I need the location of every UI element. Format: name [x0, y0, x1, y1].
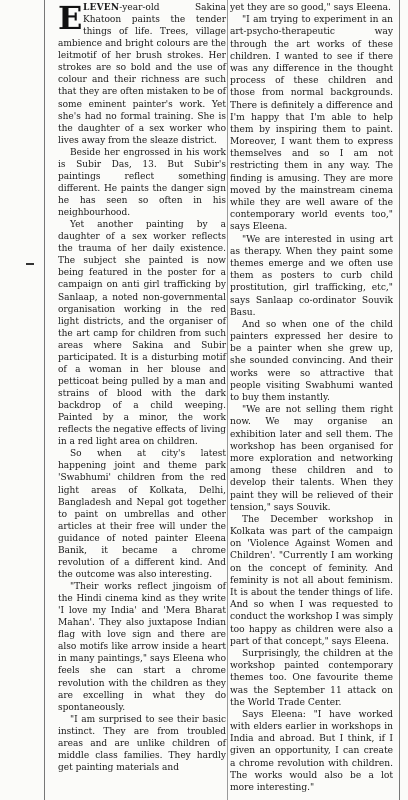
article-paragraph: And so when one of the child painters expressed her desire to be a painter when she grew up, she sounded convincing. And their works were so attractive that people visiting Swabhumi wanted to buy them instantly. [230, 319, 393, 403]
paragraph-text: -year-old Sakina Khatoon paints the tender things of life. Trees, village ambience and bright colours are the leitmotif of her brush strokes. Her strokes are so bold and the use of colour and their richness are such that they are often mistaken to be of some eminent painter's work. Yet she's had no formal training. She is the daughter of a sex worker who lives away from the sleaze district. [58, 3, 226, 146]
article-paragraph: Surprisingly, the children at the workshop painted contemporary themes too. One favourite theme was the September 11 attack on the World Trade Center. [230, 648, 393, 708]
article-paragraph: yet they are so good," says Eleena. [230, 3, 391, 13]
article-paragraph: Beside her engrossed in his work is Subir Das, 13. But Subir's paintings reflect something different. He paints the danger sign he has seen so often in his neighbourhood. [58, 147, 226, 219]
article-paragraph: So when at city's latest happening joint and theme park 'Swabhumi' children from the red light areas of Kolkata, Delhi, Bangladesh and Nepal got together to paint on umbrellas and other articles at their free will under the guidance of noted painter Eleena Banik, it became a chrome revolution of a different kind. And the outcome was also interesting. [58, 449, 226, 580]
article-paragraph: "We are not selling them right now. We may organise an exhibition later and sell them. The workshop has been organised for more exploration and networking among these children and to develop their talents. When they paint they will be relieved of their tension," says Souvik. [230, 405, 393, 513]
drop-cap: E [58, 0, 83, 37]
article-paragraph: Yet another painting by a daughter of a sex worker reflects the trauma of her daily existence. The subject she painted is now being featured in the poster for a campaign on anti girl trafficking by Sanlaap, a noted non-governmental organisation working in the red light districts, and the organiser of the art camp for children from such areas where Sakina and Subir participated. It is a disturbing motif of a woman in her blouse and petticoat being pulled by a man and strains of blood with the dark backdrop of a child weeping. Painted by a minor, the work reflects the negative effects of living in a red light area on children. [58, 220, 226, 448]
article-paragraph: "I am trying to experiment in an art-psycho-therapeutic way through the art works of these children. I wanted to see if there was any difference in the thought process of these children and those from normal backgrounds. There is definitely a difference and I'm happy that I'm able to help them by inspiring them to paint. Moreover, I want them to express themselves and so I am not restricting them in any way. The finding is amusing. They are more moved by the mainstream cinema while they are well aware of the contemporary world events too," says Eleena. [230, 15, 393, 233]
article-paragraph: "We are interested in using art as therapy. When they paint some themes emerge and we often use them as posters to curb child prostitution, girl trafficking, etc," says Sanlaap co-ordinator Souvik Basu. [230, 234, 393, 318]
lead-word: LEVEN [83, 3, 120, 13]
article-paragraph [58, 2, 226, 147]
column-divider [227, 0, 228, 800]
article-paragraph: "Their works reflect jingoism of the Hindi cinema kind as they write 'I love my India' and 'Mera Bharat Mahan'. They also juxtapose Indian flag with love sign and there are also motifs like arrow inside a heart in many paintings," says Eleena who feels she can start a chrome revolution with the children as they are excelling in what they do spontaneously. [58, 582, 226, 713]
article-column-left [58, 2, 226, 774]
right-column-rule [399, 0, 400, 800]
article-column-right [230, 2, 393, 794]
left-column-rule [44, 0, 45, 800]
article-paragraph: Says Eleena: "I have worked with elders earlier in workshops in India and abroad. But I think, if I given an opportunity, I can create a chrome revolution with children. The works would also be a lot more interesting." [230, 709, 393, 793]
article-paragraph: "I am surprised to see their basic instinct. They are from troubled areas and are unlike children of middle class families. They hardly get painting materials and [58, 714, 226, 773]
margin-mark [26, 263, 34, 265]
article-paragraph: The December workshop in Kolkata was part of the campaign on 'Violence Against Women and Children'. "Currently I am working on the concept of feminity. And feminity is not all about feminism. It is about the tender things of life. And so when I was requested to conduct the workshop I was simply too happy as children were also a part of that concept," says Eleena. [230, 514, 393, 647]
